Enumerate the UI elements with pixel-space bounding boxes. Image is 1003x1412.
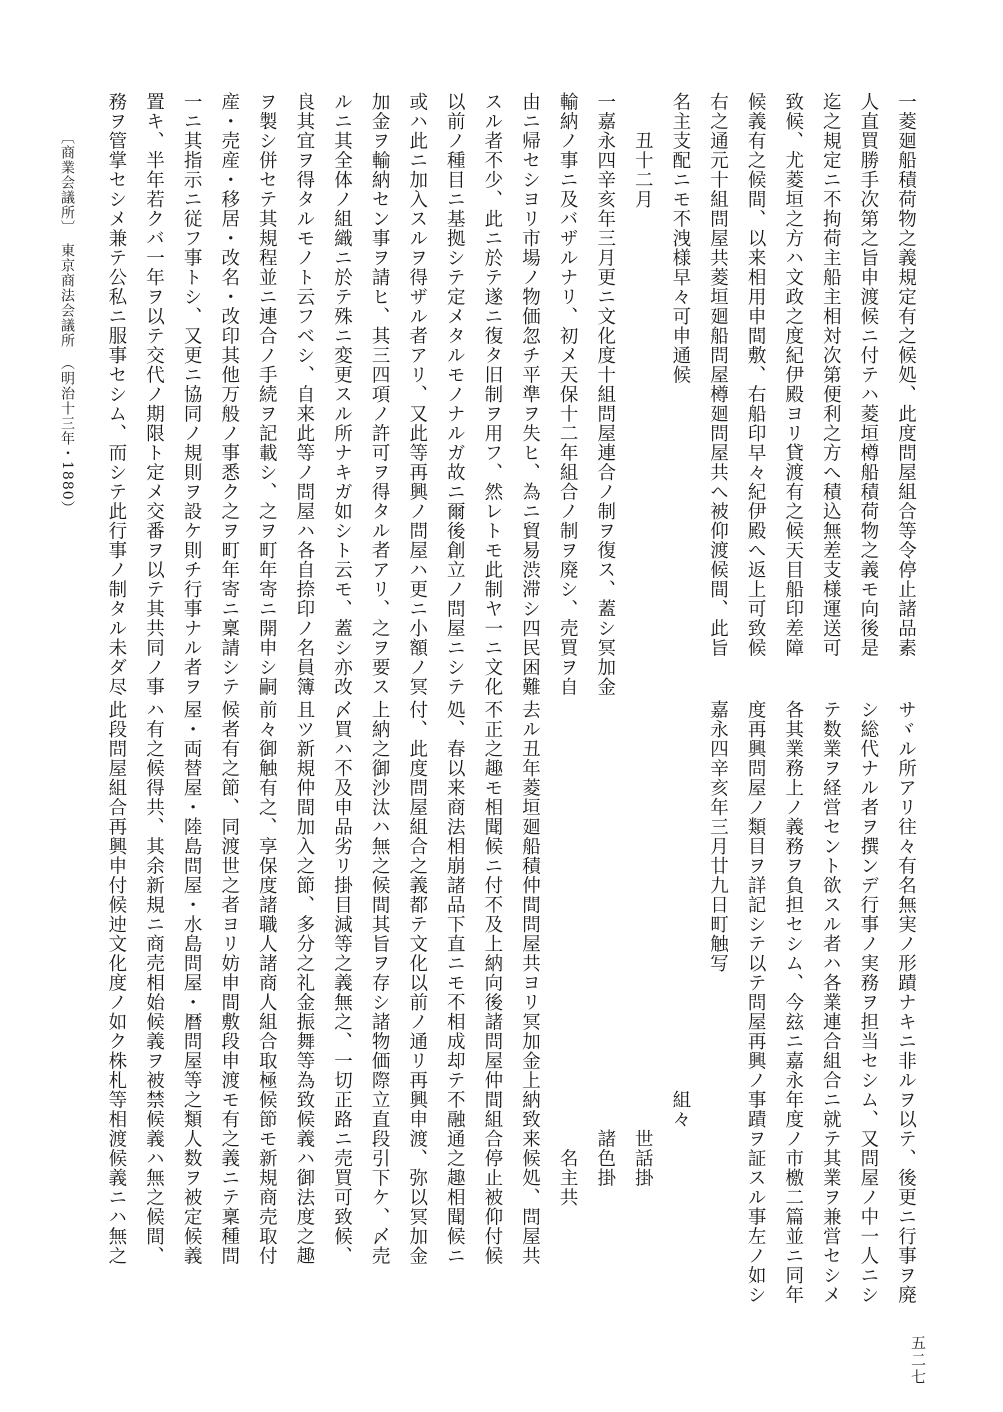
- text-column: ルニ其全体ノ組織ニ於テ殊ニ変更スル所ナキガ如シト云モ、蓋シ亦改: [331, 92, 353, 697]
- text-column: 産・売産・移居・改名・改印其他万般ノ事悉ク之ヲ町年寄ニ稟請シテ: [218, 92, 240, 697]
- text-column: 一菱廻船積荷物之義規定有之候処、此度問屋組合等令停止諸品素: [895, 92, 917, 658]
- text-column: 一ニ其指示ニ従フ事トシ、又更ニ協同ノ規則ヲ設ケ則チ行事ナル者ヲ: [181, 92, 203, 697]
- text-column: 由ニ帰セシヨリ市場ノ物価忽チ平準ヲ失ヒ、為ニ貿易渋滞シ四民困難: [519, 92, 541, 697]
- text-column: 輸納ノ事ニ及バザルナリ、初メ天保十二年組合ノ制ヲ廃シ、売買ヲ自: [557, 92, 579, 697]
- text-column: 候義有之候間、以来相用申間敷、右船印早々紀伊殿へ返上可致候: [745, 92, 767, 658]
- page-number: 五二七: [909, 1335, 927, 1386]
- text-column: テ数業ヲ経営セント欲スル者ハ各業連合組合ニ就テ其業ヲ兼営セシメ: [820, 700, 842, 1305]
- text-column: 以前ノ種目ニ基拠シテ定メタルモノナルガ故ニ爾後創立ノ問屋ニシテ: [444, 92, 466, 697]
- text-column: 一嘉永四辛亥年三月更ニ文化度十組問屋連合ノ制ヲ復ス、蓋シ冥加金: [594, 92, 616, 697]
- text-column: ハ有之候得共、其余新規ニ商売相始候義ヲ被禁候義ハ無之候間、: [143, 700, 165, 1266]
- text-column: 各其業務上ノ義務ヲ負担セシム、今玆ニ嘉永年度ノ市檄二篇並ニ同年: [782, 700, 804, 1305]
- text-column: 致候、尤菱垣之方ハ文政之度紀伊殿ヨリ貸渡有之候天目船印差障: [782, 92, 804, 658]
- text-column: 良其宜ヲ得タルモノト云フベシ、自来此等ノ問屋ハ各自捺印ノ名員簿: [293, 92, 315, 697]
- text-column: 務ヲ管掌セシメ兼テ公私ニ服事セシム、而シテ此行事ノ制タル未ダ尽: [105, 92, 127, 697]
- text-column: スル者不少、此ニ於テ遂ニ復タ旧制ヲ用フ、然レトモ此制ヤ一ニ文化: [481, 92, 503, 697]
- text-column: 付、此度問屋組合之義都テ文化以前ノ通リ再興申渡、弥以冥加金: [406, 700, 428, 1266]
- text-column: 〆買ハ不及申品劣リ掛目減等之義無之、一切正路ニ売買可致候、: [331, 700, 353, 1266]
- text-column: 世話掛: [632, 700, 654, 1188]
- text-column: 諸色掛: [594, 700, 616, 1188]
- text-column: 組々: [669, 700, 691, 1129]
- text-column: 上納之御沙汰ハ無之候間其旨ヲ存シ諸物価際立直段引下ケ、〆売: [369, 700, 391, 1266]
- text-column: ヲ製シ併セテ其規程並ニ連合ノ手続ヲ記載シ、之ヲ町年寄ニ開申シ嗣: [256, 92, 278, 697]
- text-column: 前々御触有之、享保度諸職人諸商人組合取極候節モ新規商売取付: [256, 700, 278, 1266]
- text-column: シ総代ナル者ヲ撰ンデ行事ノ実務ヲ担当セシム、又問屋ノ中一人ニシ: [857, 700, 879, 1305]
- text-column: サヾル所アリ往々有名無実ノ形蹟ナキニ非ルヲ以テ、後更ニ行事ヲ廃: [895, 700, 917, 1305]
- source-note: 〔商業会議所〕 東京商法会議所 （明治十三年・1880）: [59, 130, 75, 516]
- text-column: 不正之趣モ相聞候ニ付不及上納向後諸問屋仲間組合停止被仰付候: [481, 700, 503, 1266]
- text-column: 嘉永四辛亥年三月廿九日町触写: [707, 700, 729, 973]
- text-column: 且ツ新規仲間加入之節、多分之礼金振舞等為致候義ハ御法度之趣: [293, 700, 315, 1266]
- text-column: 人直買勝手次第之旨申渡候ニ付テハ菱垣樽船積荷物之義モ向後是: [857, 92, 879, 658]
- text-column: 此段問屋組合再興申付候迚文化度ノ如ク株札等相渡候義ニハ無之: [105, 700, 127, 1266]
- text-column: 名主共: [557, 700, 579, 1207]
- text-column: 候者有之節、同渡世之者ヨリ妨申間敷段申渡モ有之義ニテ稟種問: [218, 700, 240, 1266]
- text-column: 加金ヲ輸納セン事ヲ請ヒ、其三四項ノ許可ヲ得タル者アリ、之ヲ要ス: [369, 92, 391, 697]
- text-column: 度再興問屋ノ類目ヲ詳記シテ以テ問屋再興ノ事蹟ヲ証スル事左ノ如シ: [745, 700, 767, 1305]
- text-column: 置キ、半年若クバ一年ヲ以テ交代ノ期限ト定メ交番ヲ以テ其共同ノ事: [143, 92, 165, 697]
- text-column: 右之通元十組問屋共菱垣廻船問屋樽廻問屋共へ被仰渡候間、此旨: [707, 92, 729, 658]
- text-column: 名主支配ニモ不洩様早々可申通候: [669, 92, 691, 385]
- text-column: 去ル丑年菱垣廻船積仲間問屋共ヨリ冥加金上納致来候処、問屋共: [519, 700, 541, 1266]
- text-column: 丑十二月: [632, 92, 654, 209]
- text-column: 処、春以来商法相崩諸品下直ニモ不相成却テ不融通之趣相聞候ニ: [444, 700, 466, 1266]
- text-column: 或ハ此ニ加入スルヲ得ザル者アリ、又此等再興ノ問屋ハ更ニ小額ノ冥: [406, 92, 428, 697]
- text-column: 迄之規定ニ不拘荷主船主相対次第便利之方へ積込無差支様運送可: [820, 92, 842, 658]
- text-column: 屋・両替屋・陸島問屋・水島問屋・暦問屋等之類人数ヲ被定候義: [181, 700, 203, 1266]
